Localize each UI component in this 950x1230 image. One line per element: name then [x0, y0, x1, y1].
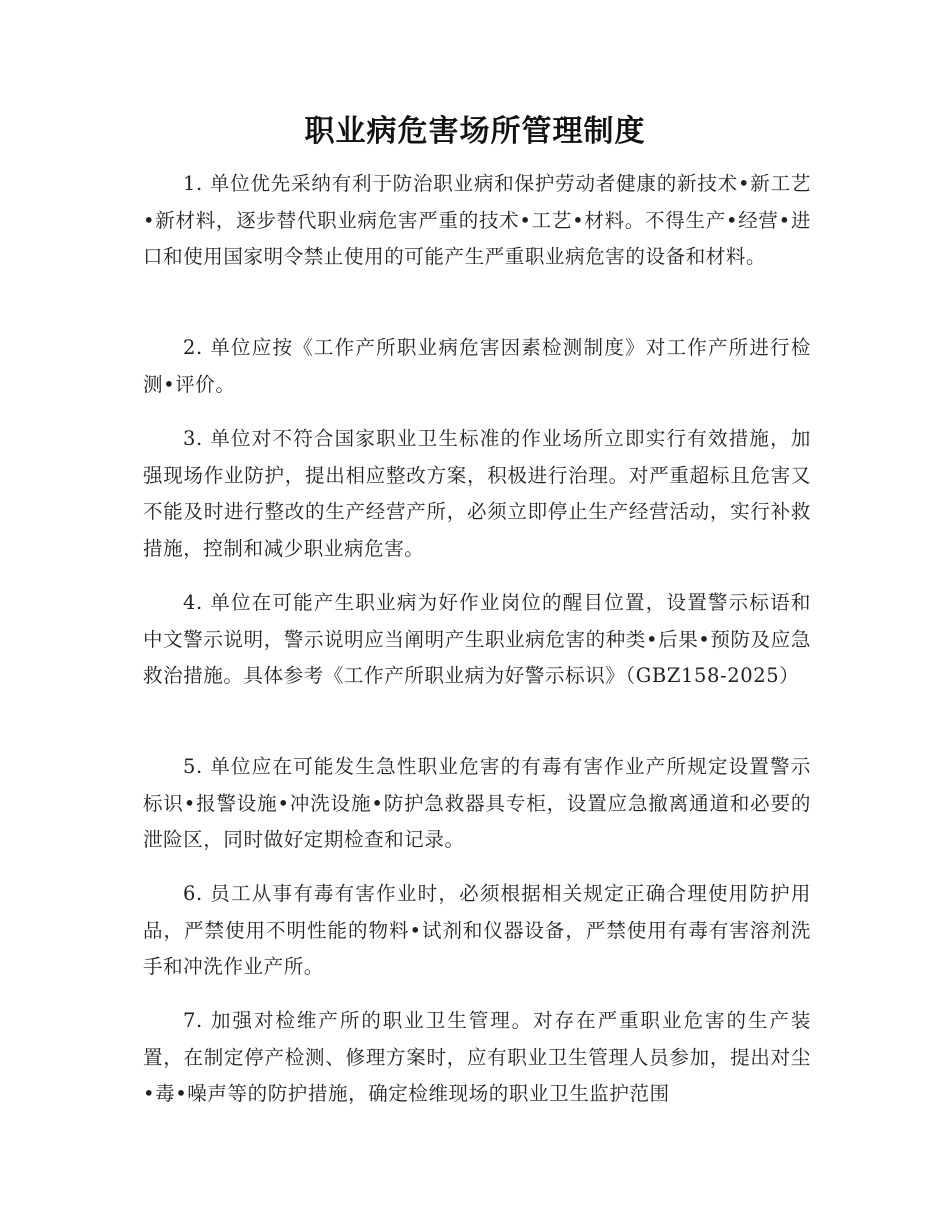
document-title: 职业病危害场所管理制度	[304, 114, 646, 149]
paragraph-1: 1. 单位优先采纳有利于防治职业病和保护劳动者健康的新技术•新工艺•新材料，逐步替代职业病危害严重的技术•工艺•材料。不得生产•经营•进口和使用国家明令禁止使用的可能产生严重职业病危害的设备和材料。	[143, 172, 811, 268]
paragraph-3: 3. 单位对不符合国家职业卫生标准的作业场所立即实行有效措施，加强现场作业防护，提出相应整改方案，积极进行治理。对严重超标且危害又不能及时进行整改的生产经营产所，必须立即停止生产经营活动，实行补救措施，控制和减少职业病危害。	[143, 427, 811, 560]
paragraph-2: 2. 单位应按《工作产所职业病危害因素检测制度》对工作产所进行检测•评价。	[143, 336, 811, 396]
paragraph-5: 5. 单位应在可能发生急性职业危害的有毒有害作业产所规定设置警示标识•报警设施•冲洗设施•防护急救器具专柜，设置应急撤离通道和必要的泄险区，同时做好定期检查和记录。	[143, 755, 811, 851]
paragraph-7: 7. 加强对检维产所的职业卫生管理。对存在严重职业危害的生产装置，在制定停产检测、修理方案时，应有职业卫生管理人员参加，提出对尘•毒•噪声等的防护措施，确定检维现场的职业卫生监护范围	[143, 1009, 811, 1105]
paragraph-4: 4. 单位在可能产生职业病为好作业岗位的醒目位置，设置警示标语和中文警示说明，警示说明应当阐明产生职业病危害的种类•后果•预防及应急救治措施。具体参考《工作产所职业病为好警示标识》（GBZ158-2025）	[143, 591, 811, 687]
paragraph-6: 6. 员工从事有毒有害作业时，必须根据相关规定正确合理使用防护用品，严禁使用不明性能的物料•试剂和仪器设备，严禁使用有毒有害溶剂洗手和冲洗作业产所。	[143, 882, 811, 978]
